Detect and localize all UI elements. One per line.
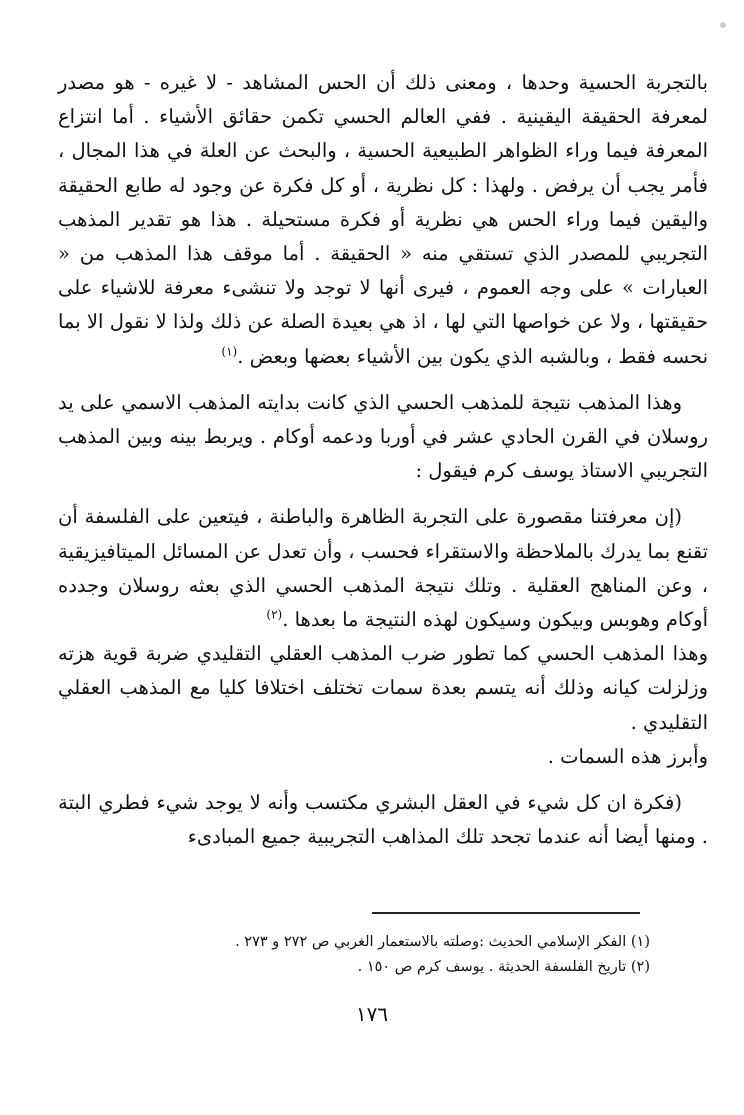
footnote-divider [372,912,640,914]
paragraph-2: وهذا المذهب نتيجة للمذهب الحسي الذي كانت بدايته المذهب الاسمي على يد روسلان في القرن الحادي عشر في أوربا ودعمه أوكام . ويربط بينه وبين المذهب التجريبي الاستاذ يوسف كرم فيقول : [58,390,708,483]
page-body [58,66,708,854]
footnote-2: (٢) تاريخ الفلسفة الحديثة . يوسف كرم ص ١٥٠ . [357,959,650,975]
paragraph-4: وهذا المذهب الحسي كما تطور ضرب المذهب العقلي التقليدي ضربة قوية هزته وزلزلت كيانه وذلك أنه يتسم بعدة سمات تختلف اختلافا كليا مع المذهب العقلي التقليدي . [58,642,708,734]
footnote-ref-2: (٢) [266,607,283,622]
paragraph-5: وأبرز هذه السمات . [547,744,708,768]
paragraph-1 [58,66,708,374]
paragraph-6: (فكرة ان كل شيء في العقل البشري مكتسب وأنه لا يوجد شيء فطري البتة . ومنها أيضا أنه عندما تجحد تلك المذاهب التجريبية جميع المبادىء [58,791,708,849]
paragraph-3-quote [58,500,708,637]
page-corner-mark [720,22,726,28]
page-number: ١٧٦ [355,1002,389,1026]
paragraph-1-text: بالتجربة الحسية وحدها ، ومعنى ذلك أن الحس المشاهد - لا غيره - هو مصدر لمعرفة الحقيقة اليقينية . ففي العالم الحسي تكمن حقائق الأشياء . أما انتزاع المعرفة فيما وراء الظواهر الطبيعية الحسية ، والبحث عن العلة في هذا المجال ، فأمر يجب أن يرفض . ولهذا : كل نظرية ، أو كل فكرة عن وجود له طابع الحقيقة واليقين فيما وراء الحس هي نظرية أو فكرة مستحيلة . هذا هو تقدير المذهب التجريبي للمصدر الذي تستقي منه « الحقيقة . أما موقف هذا المذهب من « العبارات » على وجه العموم ، فيرى أنها لا توجد ولا تنشىء معرفة للاشياء على حقيقتها ، ولا عن خواصها التي لها ، اذ هي بعيدة الصلة عن ذلك ولذا لا نقول الا بما نحسه فقط ، وبالشبه الذي يكون بين الأشياء بعضها وبعض . [58,71,708,368]
paragraph-3-text: (إن معرفتنا مقصورة على التجربة الظاهرة والباطنة ، فيتعين على الفلسفة أن تقنع بما يدرك بالملاحظة والاستقراء فحسب ، وأن تعدل عن المسائل الميتافيزيقية ، وعن المناهج العقلية . وتلك نتيجة المذهب الحسي الذي بعثه روسلان وجدده أوكام وهوبس وبيكون وسيكون لهذه النتيجة ما بعدها . [58,505,708,632]
footnote-ref-1: (١) [221,344,238,359]
footnotes [160,930,650,980]
footnote-1: (١) الفكر الإسلامي الحديث :وصلته بالاستعمار الغربي ص ٢٧٢ و ٢٧٣ . [235,934,650,950]
